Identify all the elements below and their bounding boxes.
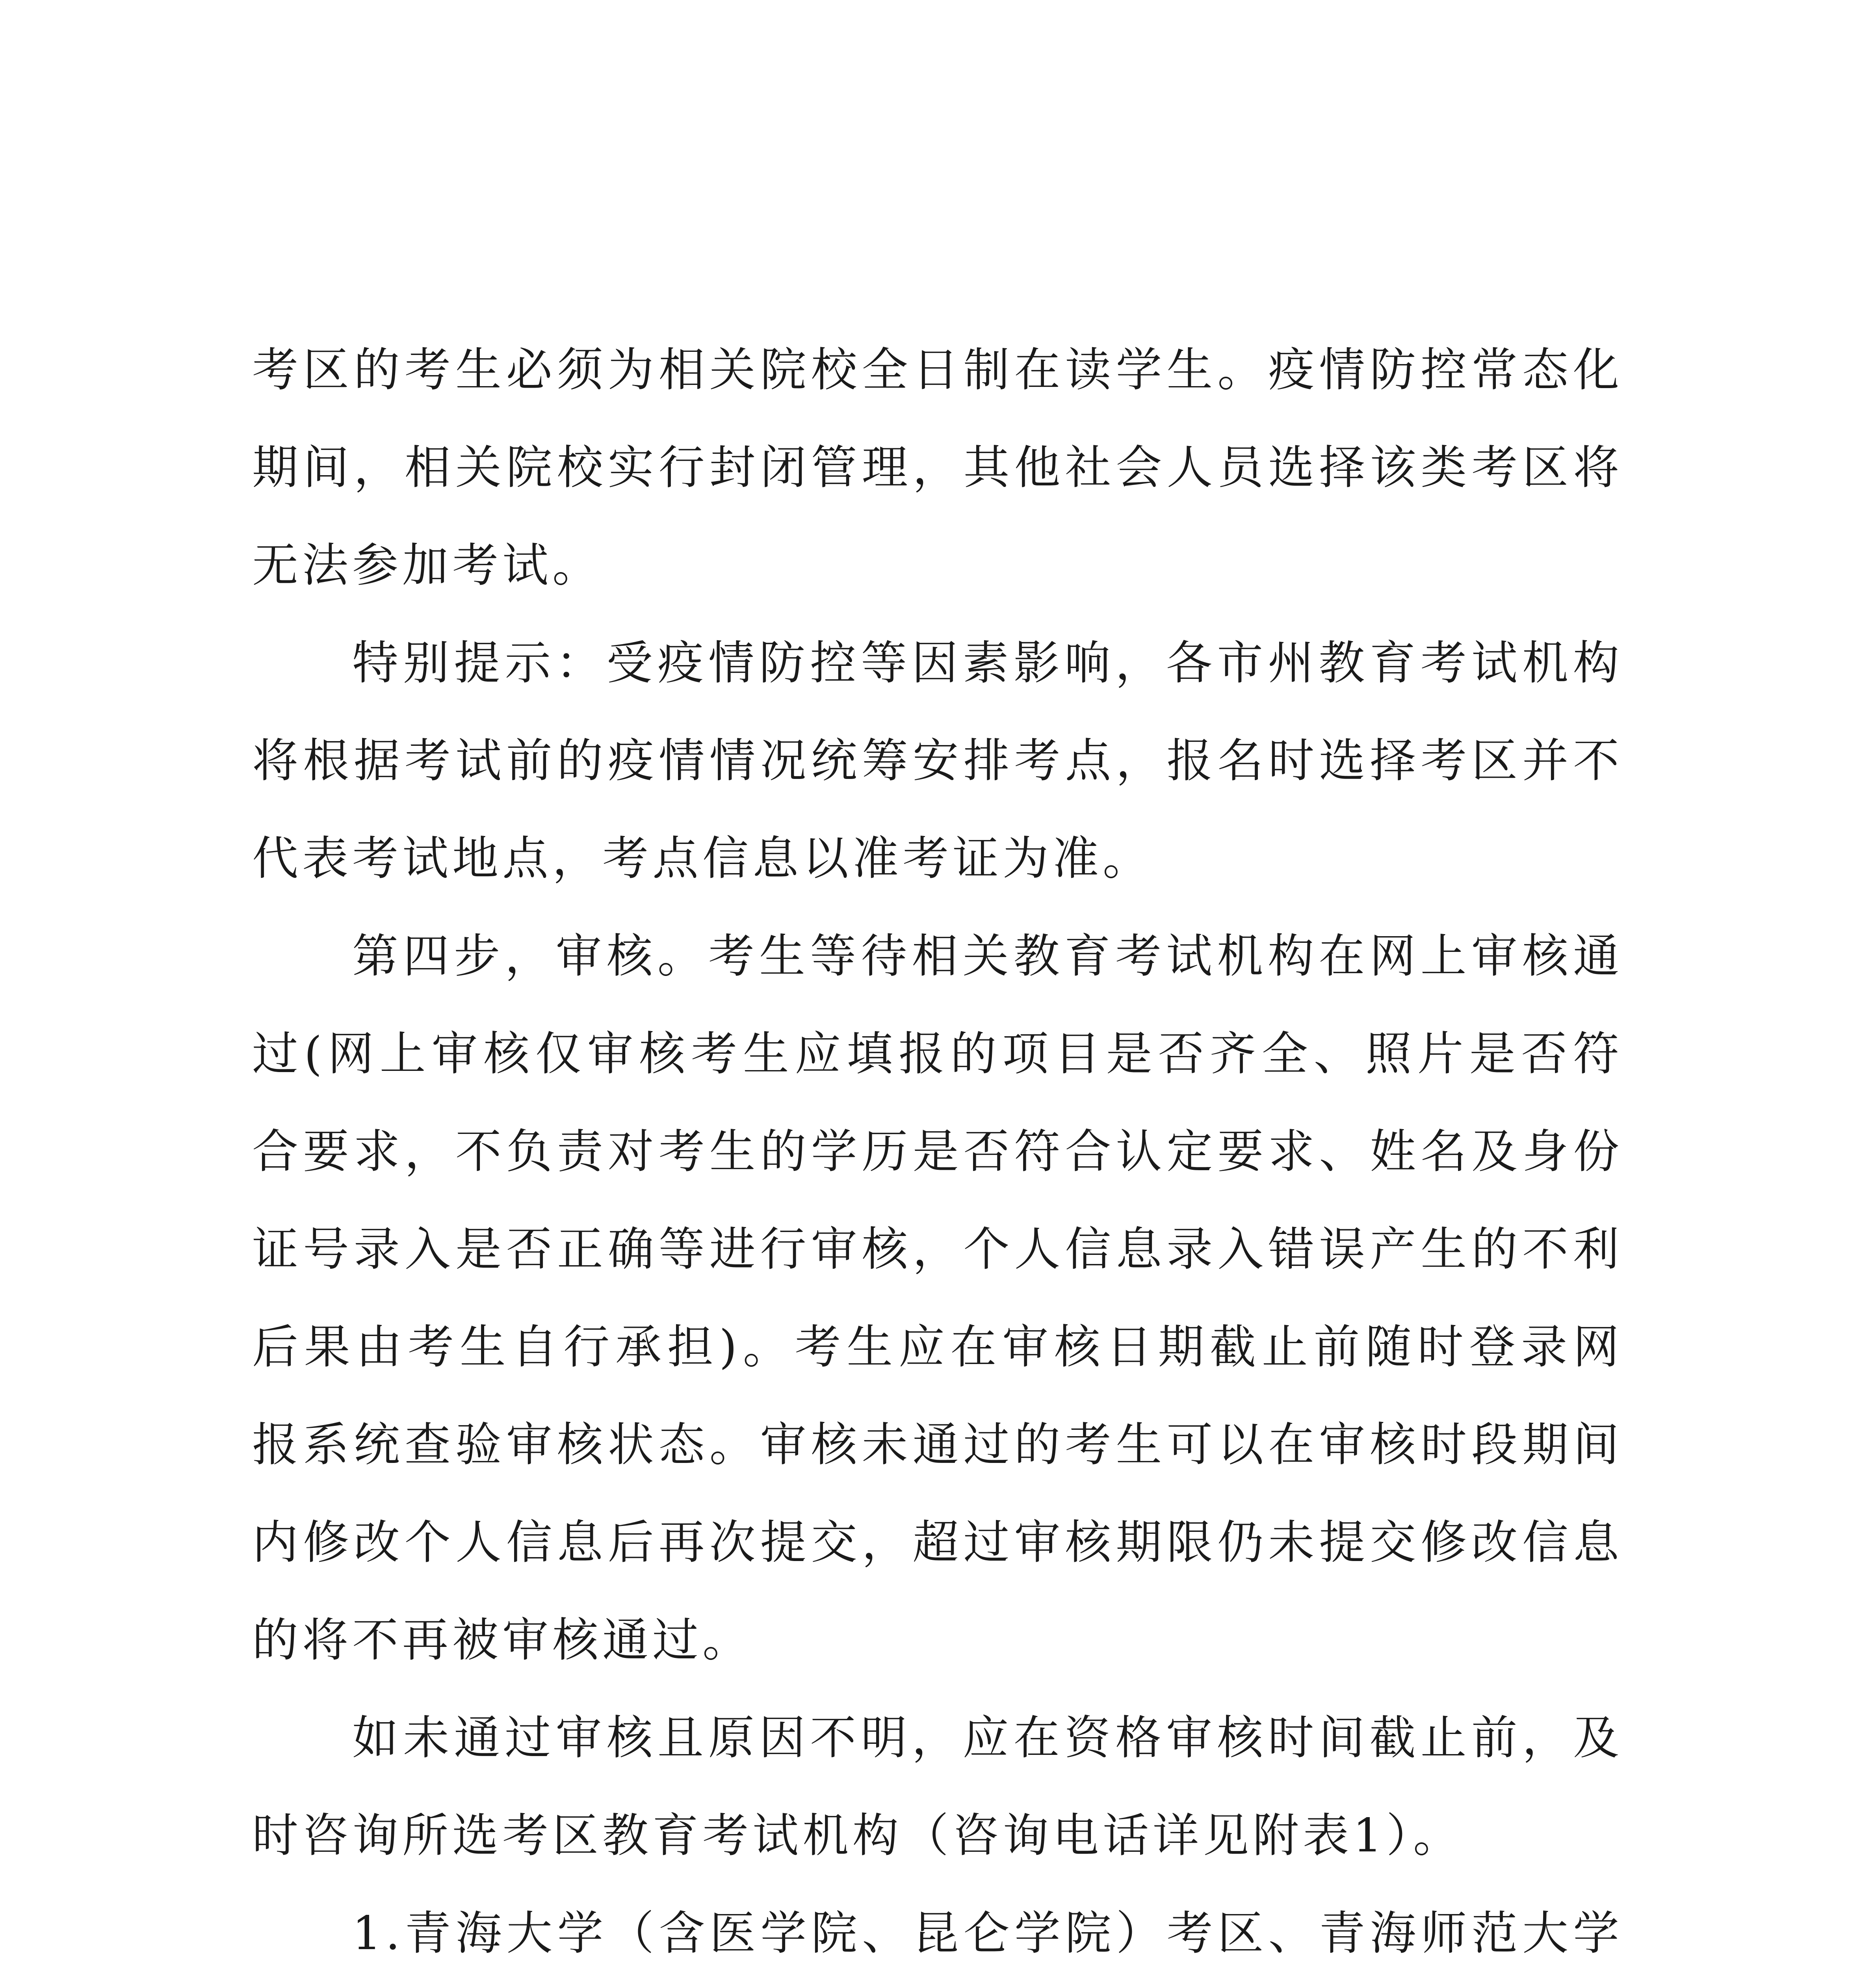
document-body — [252, 321, 1623, 1970]
paragraph-5: 1.青海大学（含医学院、昆仑学院）考区、青海师范大学 — [352, 1906, 1623, 1960]
paragraph-3: 第四步，审核。考生等待相关教育考试机构在网上审核通过(网上审核仅审核考生应填报的项目是否齐全、照片是否符合要求，不负责对考生的学历是否符合认定要求、姓名及身份证号录入是否正确等进行审核，个人信息录入错误产生的不利后果由考生自行承担)。考生应在审核日期截止前随时登录网报系统查验审核状态。审核未通过的考生可以在审核时段期间内修改个人信息后再次提交，超过审核期限仍未提交修改信息的将不再被审核通过。 — [252, 929, 1623, 1667]
paragraph-2: 特别提示：受疫情防控等因素影响，各市州教育考试机构将根据考试前的疫情情况统筹安排考点，报名时选择考区并不代表考试地点，考点信息以准考证为准。 — [252, 636, 1623, 885]
paragraph-1: 考区的考生必须为相关院校全日制在读学生。疫情防控常态化期间，相关院校实行封闭管理，其他社会人员选择该类考区将无法参加考试。 — [252, 343, 1623, 592]
paragraph-4: 如未通过审核且原因不明，应在资格审核时间截止前，及时咨询所选考区教育考试机构（咨询电话详见附表1）。 — [252, 1711, 1623, 1862]
